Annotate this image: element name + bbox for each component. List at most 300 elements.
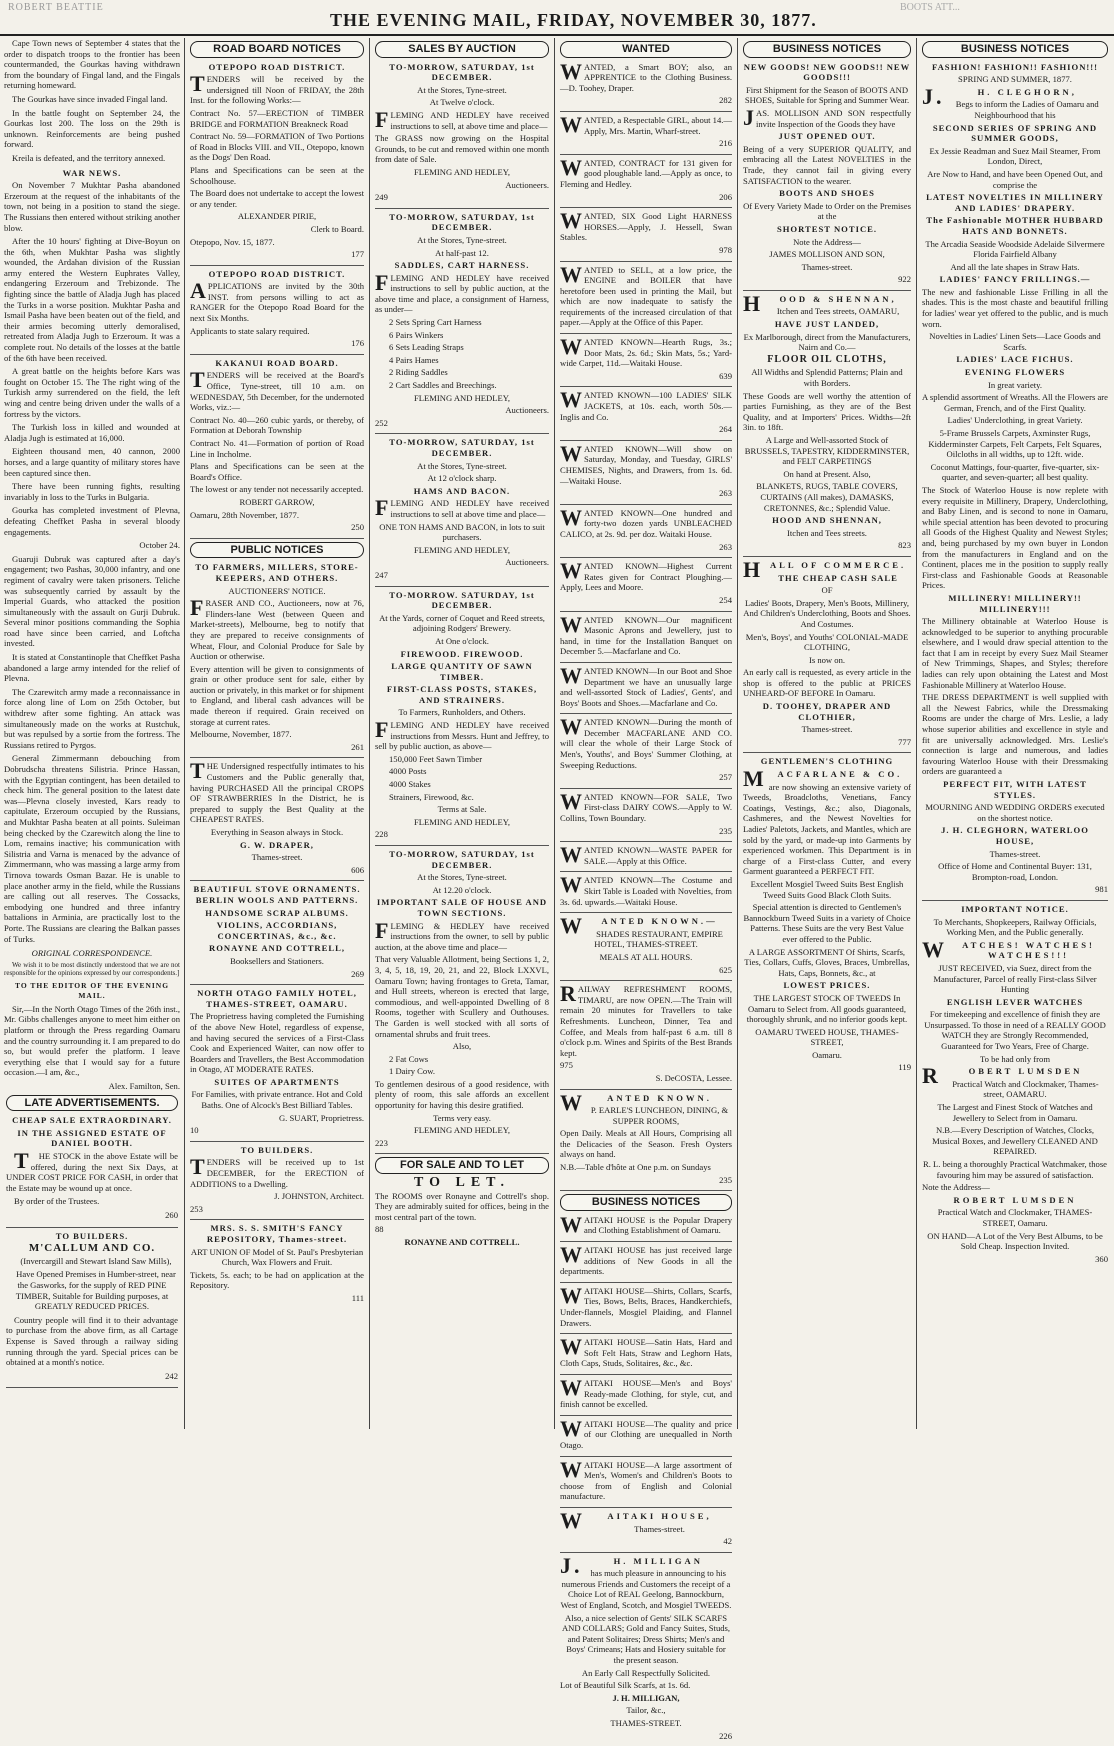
ad-number: 250 — [351, 522, 364, 533]
ad-street: Thames-street. — [251, 852, 303, 863]
ad-waitaki-house — [560, 1374, 732, 1416]
ad-body: For Families, with private entrance. Hot and Cold Baths. One of Alcock's Best Billiard Tables. — [191, 1089, 363, 1111]
notice-body: TENDERS will be received by the undersigned till Noon of FRIDAY, the 28th Inst. for the following Works:— — [190, 71, 364, 106]
ad-advertiser: RONAYNE AND COTTRELL. — [404, 1237, 520, 1247]
ad-advertiser: MACFARLANE & CO. — [743, 766, 903, 792]
ad-number: 981 — [1095, 884, 1108, 895]
ad-street: Thames-street. — [801, 261, 853, 272]
column-rule — [554, 38, 555, 1429]
ad-number: 922 — [898, 274, 911, 285]
ad-body: SHADES RESTAURANT, EMPIRE HOTEL, THAMES-STREET. — [594, 928, 723, 950]
ad-number: 226 — [719, 1730, 732, 1741]
ad-title: MRS. S. S. SMITH'S FANCY REPOSITORY, Thames-street. — [206, 1223, 348, 1244]
news-paragraph: After the 10 hours' fighting at Dive-Boyun on the 6th, when Mukhtar Pasha was slightly wounded, the Ardahan division of the Russian army entered the Western Euphrates Valley, endangering Erzeroum and Trebizonde. The fighting since the battle of Aladja Jugh has placed the Turks in a worse position. Mukhtar Pasha and Ismail Pasha have been beaten out of the field, and their armies becoming utterly demoralised, retreated from Aladja Jugh to Erzeroum. It was a complete rout. No details of the losses at the battle of the 6th have been received. — [4, 236, 180, 363]
auction-body: FLEMING AND HEDLEY have received instructions to sell at above time and place— — [375, 495, 549, 521]
news-paragraph: A great battle on the heights before Kars was fought on October 15. The The right wing of the Turkish army surrendered on the field, the left wing and centre being driven under the walls of a fortress by the victors. — [4, 366, 180, 419]
wanted-text: WANTED, CONTRACT for 131 given for good ploughable land.—Apply as once, to Fleming and Hedley. — [560, 154, 732, 189]
auction-lot: 4000 Posts — [389, 766, 427, 777]
ad-street: Thames-street. — [634, 1523, 685, 1534]
ad-body: JAS. MOLLISON AND SON respectfully invite Inspection of the Goods they have — [743, 104, 911, 130]
ad-smith — [190, 1223, 364, 1308]
notice-kakanui — [190, 358, 364, 539]
ad-body: WAITAKI HOUSE has just received large additions of New Goods in all the departments. — [560, 1242, 732, 1277]
wanted-item — [560, 334, 732, 387]
news-paragraph: Guaruji Dubruk was captured after a day's engagement; two Pashas, 30,000 infantry, and one regiment of cavalry were taken prisoners. Teliche was subsequently carried by assault by the Imperial Guards, who attacked the position simultaneously with the assault on Gurji Dubruk. Several minor positions commanding the Sophia road have since been carried, and Loftcha invested. — [4, 553, 180, 649]
ad-body: The new and fashionable Lisse Frilling in all the shades. This is the most chaste and beautiful frilling for ladies' wear yet offered to the public, and is much worn. — [922, 286, 1108, 329]
wanted-text: WANTED KNOWN—Highest Current Rates given for Contract Ploughing.—Apply, Lees and Moore. — [560, 558, 732, 593]
wanted-text: WANTED KNOWN—Hearth Rugs, 3s.; Door Mats, 2s. 6d.; Skin Mats, 5s.; Yard-wide Carpet, 11d.—Waitaki House. — [560, 334, 732, 369]
wanted-item — [560, 611, 732, 663]
wanted-item — [560, 154, 732, 208]
ad-advertiser: ROBERT LUMSDEN — [922, 1063, 1083, 1089]
ad-trade: Tailor, &c., — [626, 1705, 666, 1716]
ad-signature: G. SUART, Proprietress. — [278, 1112, 364, 1123]
notice-contract: Contract No. 59—FORMATION of Two Portions of Road in Blocks VIII. and VII., Otepopo, known as the Dogs' Den Road. — [190, 131, 364, 163]
ad-body: Begs to inform the Ladies of Oamaru and Neighbourhood that his — [955, 99, 1099, 120]
ad-body: Ladies' Underclothing, in great Variety. — [947, 415, 1083, 426]
auction-lot: 1 Dairy Cow. — [389, 1066, 435, 1077]
ad-number: 261 — [351, 741, 364, 752]
auction-time: At half-past 12. — [435, 247, 489, 258]
ad-body: MEALS AT ALL HOURS. — [599, 951, 693, 962]
column-business-notices — [741, 38, 913, 1433]
news-paragraph: On November 7 Mukhtar Pasha abandoned Erzeroum at the request of the inhabitants of the town, not being in a position to stand the siege. The Russians then entered without striking another blow. — [4, 180, 180, 233]
auction-date: TO-MORROW, SATURDAY, 1st DECEMBER. — [389, 211, 535, 233]
ad-title: LOWEST PRICES. — [783, 980, 871, 991]
ad-body: SPRING AND SUMMER, 1877. — [958, 74, 1072, 85]
wanted-text: WANTED KNOWN—During the month of December MACFARLANE AND CO. will clear the whole of their Large Stock of Men's, Youths', and Boys' Summer Clothing, at Sweeping Reductions. — [560, 714, 732, 770]
notice-title: OTEPOPO ROAD DISTRICT. — [208, 268, 346, 279]
wanted-item — [560, 440, 732, 505]
ad-body: Office of Home and Continental Buyer: 131, Brompton-road, London. — [938, 861, 1092, 882]
ad-title: TO BUILDERS. — [55, 1230, 129, 1241]
ad-title: TO FARMERS, MILLERS, STORE-KEEPERS, AND OTHERS. — [195, 562, 359, 583]
ad-body: ART UNION OF Model of St. Paul's Presbyterian Church, Wax Flowers and Fruit. — [190, 1246, 364, 1268]
auction-date: TO-MORROW. SATURDAY, 1st DECEMBER. — [389, 589, 535, 611]
ad-body: has much pleasure in announcing to his numerous Friends and Customers the receipt of a Choice Lot of REAL Geelong, Bannockburn, West of England, Scotch, and Mosgiel TWEEDS. — [560, 1568, 732, 1611]
section-heading-war-news: WAR NEWS. — [62, 167, 122, 178]
notice-body: The Board does not undertake to accept the lowest or any tender. — [190, 188, 364, 209]
ad-number: 252 — [375, 417, 388, 428]
ad-body: RAILWAY REFRESHMENT ROOMS, TIMARU, are now OPEN.—The Train will remain 20 minutes for Travellers to take Refreshments. Luncheon, Dinner, Tea and Coffee, and Meals from half-past 6 a.m. till 8 o'clock p.m. Wines and Spirits of the Best Brands kept. — [560, 981, 732, 1058]
auction-lot: 6 Pairs Winkers — [389, 329, 444, 340]
auction-lot: 2 Riding Saddles — [389, 367, 448, 378]
auction-title: FIREWOOD. FIREWOOD. — [400, 648, 524, 659]
ad-number: 260 — [165, 1209, 178, 1220]
notice-date: Oamaru, 28th November, 1877. — [190, 509, 299, 520]
auction-body: FLEMING & HEDLEY have received instructions from the owner, to sell by public auction, at the above time and place— — [375, 917, 549, 952]
ad-number: 975 — [560, 1060, 573, 1071]
notice-body: TENDERS will be received at the Board's Office, Tyne-street, till 10 a.m. on WEDNESDAY, 5th December, for the undernoted Works, viz.:— — [190, 367, 364, 413]
ad-subtitle: Booksellers and Stationers. — [230, 955, 324, 966]
ad-body: Lot of Beautiful Silk Scarfs, at 1s. 6d. — [560, 1680, 691, 1691]
auctioneer-role: Auctioneers. — [505, 405, 549, 416]
ad-body: WAITAKI HOUSE—The quality and price of our Clothing are unequalled in North Otago. — [560, 1415, 732, 1450]
ad-body: The Largest and Finest Stock of Watches and Jewellery to Select from in Oamaru. — [937, 1102, 1093, 1123]
ad-title: WAITAKI HOUSE, — [560, 1507, 712, 1533]
notice-body: Plans and Specifications can be seen at the Schoolhouse. — [190, 164, 364, 186]
ad-body: Tickets, 5s. each; to be had on application at the Repository. — [190, 1269, 364, 1291]
ad-title: BOOTS AND SHOES — [779, 188, 875, 199]
ad-body: N.B.—Table d'hôte at One p.m. on Sundays — [560, 1162, 711, 1173]
ad-number: 263 — [719, 541, 732, 552]
section-header-for-sale-to-let: FOR SALE AND TO LET — [375, 1157, 549, 1174]
ad-body: Open Daily. Meals at All Hours, Comprising all the Delicacies of the Season. Fresh Oysters always on hand. — [560, 1128, 732, 1160]
ad-signature: S. DeCOSTA, Lessee. — [655, 1072, 732, 1083]
ad-body: WAITAKI HOUSE—Shirts, Collars, Scarfs, Ties, Bows, Belts, Braces, Handkerchiefs, Under-flannels, Mosgiel Plaiding, and Flannel Drawers. — [560, 1282, 732, 1328]
wanted-item — [560, 662, 732, 714]
ad-body: Of Every Variety Made to Order on the Premises at the — [743, 200, 911, 222]
ad-advertiser: ROBERT LUMSDEN — [953, 1194, 1077, 1205]
auction-title: IMPORTANT SALE OF HOUSE AND TOWN SECTIONS. — [376, 897, 548, 918]
section-header-auctions: SALES BY AUCTION — [375, 41, 549, 58]
ad-body: The Stock of Waterloo House is now replete with every requisite in Millinery, Drapery, Underclothing, and Baby Linen, and is second to none in Oamaru, while special attention has been devoted to procuring all Goods of the Highest Quality and Newest Styles; and, being purchased by my own buyer in London from the manufacturers in England and on the Continent, places me in the position to supply really First-class and Fashionable Goods at Reasonable Prices. — [922, 484, 1108, 591]
ad-to-let — [375, 1175, 549, 1253]
ad-mccallum — [6, 1231, 178, 1389]
ad-earle — [560, 1089, 732, 1192]
ad-number: 264 — [719, 424, 732, 435]
auction-audience: To Farmers, Runholders, and Others. — [398, 707, 526, 718]
wanted-item — [560, 111, 732, 155]
column-auctions — [373, 38, 551, 1433]
ad-body: Ex Jessie Readman and Suez Mail Steamer, From London, Direct, — [929, 145, 1101, 167]
ad-body: A Large and Well-assorted Stock of BRUSSELS, TAPESTRY, KIDDERMINSTER, and FELT CARPETINGS — [744, 435, 910, 467]
auction-time: At One o'clock. — [435, 635, 489, 646]
ad-title: HOOD & SHENNAN, — [743, 290, 897, 316]
auction-location: At the Stores, Tyne-street. — [417, 234, 507, 245]
ad-waitaki-house — [560, 1415, 732, 1457]
ad-body: TENDERS will be received up to 1st DECEMBER, for the ERECTION of ADDITIONS to a Dwelling. — [190, 1154, 364, 1189]
wanted-text: WANTED KNOWN—Our magnificent Masonic Aprons and Jewellery, just to hand, in time for the Installation Banquet on December 5.—Macfarlane and Co. — [560, 611, 732, 657]
ad-advertiser: M'CALLUM AND CO. — [28, 1242, 156, 1255]
ad-title: EVENING FLOWERS — [964, 367, 1066, 378]
ad-body: A LARGE ASSORTMENT Of Shirts, Scarfs, Ties, Collars, Cuffs, Gloves, Braces, Umbrellas, Hats, Caps, Bonnets, &c., at — [744, 946, 910, 978]
auction-title: FIRST-CLASS POSTS, STAKES, AND STRAINERS. — [386, 684, 538, 705]
auctioneer-name: FLEMING AND HEDLEY, — [413, 544, 511, 555]
column-rule — [184, 38, 185, 1429]
ad-title: J.H. MILLIGAN — [560, 1552, 703, 1578]
auction-note: To gentlemen desirous of a good residence, with plenty of room, this sale affords an excellent opportunity for having this desire gratified. — [375, 1078, 549, 1111]
ad-title: The Fashionable MOTHER HUBBARD HATS AND BONNETS. — [926, 215, 1104, 236]
column-rule — [916, 38, 917, 1429]
auctioneer-name: FLEMING AND HEDLEY, — [413, 392, 511, 403]
notice-contract: Contract No. 40—260 cubic yards, or thereby, of Formation at Deborah Township — [190, 414, 364, 436]
ad-hotel — [190, 988, 364, 1142]
notice-body: The lowest or any tender not necessarily accepted. — [190, 484, 364, 495]
ad-title: MILLINERY! MILLINERY!! MILLINERY!!! — [948, 592, 1082, 614]
ad-number: 777 — [898, 736, 911, 747]
section-header-late-ads: LATE ADVERTISEMENTS. — [6, 1095, 178, 1112]
ad-street: THAMES-STREET. — [610, 1718, 682, 1728]
wanted-text: WANTED KNOWN—FOR SALE, Two First-class DAIRY COWS.—Apply to W. Collins, Town Boundary. — [560, 788, 732, 824]
notice-role: Clerk to Board. — [310, 223, 364, 234]
ad-body: OF — [821, 585, 833, 596]
auction-time: At Twelve o'clock. — [429, 97, 495, 108]
ad-body: JUST RECEIVED, via Suez, direct from the Manufacturer, Parcel of really First-class Silver Hunting — [933, 962, 1097, 995]
ad-waitaki-house — [560, 1334, 732, 1375]
ad-number: 269 — [351, 968, 364, 979]
ad-hall-of-commerce — [743, 556, 911, 754]
ad-number: 253 — [190, 1203, 203, 1214]
ad-body: WAITAKI HOUSE—Satin Hats, Hard and Soft Felt Hats, Straw and Leghorn Hats, Cloth Caps, Studs, Solitaires, &c., &c. — [560, 1334, 732, 1369]
masthead — [0, 0, 1114, 36]
news-paragraph: General Zimmermann debouching from Dobrudscha threatens Silistria. Prince Hassan, with the Egyptian contingent, has been detailed to check him. The general position to the latest date was—Plevna closely invested, Kars ready to capitulate, Erzeroum occupied by the Russians, and Mukhtar Pasha beaten at all points. Suleiman being checked by the Czarewitch along the line to Lom, remains inactive; his communication with Silistria and Varna is menaced by the advance of Zimmermann, who was massing a large army from Tirnova towards Osman Bazar. He is unable to place another army in the field, while the Russians are calling out all reserves. The Cossacks, embodying one hundred and three infantry battalions in Arminia, are practically lost to the Porte. The Russians are clearing the Balkan passes of Turks. — [4, 753, 180, 944]
ad-body: To be had only from — [979, 1053, 1051, 1064]
ad-title: WATCHES! WATCHES! WATCHES!!! — [922, 936, 1095, 962]
ad-body: To Merchants, Shopkeepers, Railway Officials, Working Men, and the Public generally. — [933, 916, 1097, 938]
ad-body: The Proprietress having completed the Furnishing of the above New Hotel, regardless of expense, and having secured the services of a First-Class Cook and Experienced Waiter, can now offer to Boarders and Travellers, the Best Accommodation in Otago, AT MODERATE RATES. — [190, 1011, 364, 1075]
auction-time: At 12 o'clock sharp. — [427, 473, 497, 484]
auction-date: TO-MORROW, SATURDAY, 1st DECEMBER. — [389, 849, 535, 870]
auction-body: FLEMING AND HEDLEY have received instructions to sell by public auction, at the above time and place, a consignment of Harness, as under— — [375, 269, 549, 315]
ad-number: 257 — [719, 772, 732, 783]
ad-advertiser: OAMARU TWEED HOUSE, THAMES-STREET, — [755, 1026, 899, 1048]
auction-hams — [375, 437, 549, 586]
ad-advertiser: J.H. CLEGHORN, — [922, 83, 1077, 109]
ad-title: VIOLINS, ACCORDIANS, CONCERTINAS, &c., &c. — [216, 920, 338, 941]
ad-number: 235 — [719, 1174, 732, 1185]
ad-body: Note the Address— — [793, 236, 861, 247]
section-header-wanted: WANTED — [560, 41, 732, 58]
notice-body: APPLICATIONS are invited by the 30th INST. from persons willing to act as RANGER for the Otepopo Road Board for the next Six Months. — [190, 278, 364, 324]
ad-street: Itchen and Tees streets. — [787, 527, 867, 538]
auction-lot: Strainers, Firewood, &c. — [389, 791, 474, 802]
ad-body: Country people will find it to their advantage to purchase from the above firm, as all Cartage Expense is Saved through a railway siding running through the yard. Special prices can be obtained at a month's notice. — [6, 1314, 178, 1368]
wanted-text: WANTED, a Respectable GIRL, about 14.—Apply, Mrs. Martin, Wharf-street. — [560, 111, 732, 137]
auctioneer-role: Auctioneers. — [505, 557, 549, 568]
auction-location: At the Stores, Tyne-street. — [417, 872, 507, 883]
ad-number: 254 — [719, 594, 732, 605]
ad-number: 823 — [898, 540, 911, 551]
ad-street: Thames-street. — [989, 848, 1041, 859]
auction-lot: 4000 Stakes — [389, 779, 431, 790]
section-header-business-notices: BUSINESS NOTICES — [743, 41, 911, 58]
ad-number: 263 — [719, 488, 732, 499]
column-rule — [369, 38, 370, 1429]
auction-title: HAMS AND BACON. — [413, 485, 511, 496]
ad-subtitle: IN THE ASSIGNED ESTATE OF DANIEL BOOTH. — [17, 1127, 167, 1149]
ad-body: are now showing an extensive variety of Tweeds, Broadcloths, Venetians, Fancy Coatings, Vestings, &c.; also, Diagonals, Cashmeres, and the Newest Novelties for Ladies' Paletots, Jackets, and Mantles, which are sold by the yard, or made-up into Garments by experienced workmen. This Department is in charge of a First-class Cutter, and every Garment guaranteed a PERFECT FIT. — [743, 781, 911, 877]
ad-cleghorn — [922, 62, 1108, 901]
ad-body: P. EARLE'S LUNCHEON, DINING, & SUPPER ROOMS, — [590, 1105, 729, 1126]
ad-body: An early call is requested, as every article in the shop is offered to the public at PRICES UNHEARD-OF BEFORE In Oamaru. — [743, 667, 911, 699]
ad-fraser — [190, 562, 364, 758]
ad-body: WAITAKI HOUSE—Men's and Boys' Ready-made Clothing, for style, cut, and finish cannot be excelled. — [560, 1374, 732, 1410]
wanted-text: WANTED KNOWN—WASTE PAPER for SALE.—Apply at this Office. — [560, 842, 732, 868]
wanted-item — [560, 714, 732, 789]
auction-lot: 2 Fat Cows — [389, 1053, 429, 1064]
ad-title: SHORTEST NOTICE. — [776, 223, 878, 234]
notice-date: Otepopo, Nov. 15, 1877. — [190, 236, 275, 247]
ad-body: Novelties in Ladies' Linen Sets—Lace Goods and Scarfs. — [929, 331, 1101, 352]
auction-location: At the Stores, Tyne-street. — [417, 84, 507, 95]
ad-body: MOURNING AND WEDDING ORDERS executed on the shortest notice. — [925, 802, 1105, 823]
letter-address: TO THE EDITOR OF THE EVENING MAIL. — [14, 980, 170, 1001]
ad-number: 247 — [375, 569, 388, 580]
news-paragraph: There have been running fights, resulting invariably in loss to the Turks in Bulgaria. — [4, 481, 180, 502]
ad-title: HAVE JUST LANDED, — [774, 319, 880, 330]
ad-number: 978 — [719, 244, 732, 255]
ad-waitaki-house — [560, 1282, 732, 1334]
wanted-text: WANTED KNOWN—100 LADIES' SILK JACKETS, at 10s. each, worth 50s.—Inglis and Co. — [560, 387, 732, 422]
news-paragraph: Cape Town news of September 4 states that the order to dispatch troops to the frontier has been countermanded, the Gourkas having withdrawn from the boundary of Fingal land, and the Fingals returning homeward. — [4, 38, 180, 91]
ad-title: LATEST NOVELTIES IN MILLINERY AND LADIES' DRAPERY. — [926, 192, 1104, 213]
ad-body: Itchen and Tees streets, OAMARU, — [776, 306, 900, 317]
auction-time: At 12.20 o'clock. — [432, 884, 492, 895]
ad-title: FLOOR OIL CLOTHS, — [767, 353, 887, 365]
ad-title: SECOND SERIES OF SPRING AND SUMMER GOODS, — [932, 122, 1098, 144]
auction-harness — [375, 212, 549, 435]
ad-advertiser: RONAYNE AND COTTRELL, — [208, 943, 345, 954]
ad-signature: J. JOHNSTON, Architect. — [274, 1191, 364, 1202]
wanted-text: WANTED, SIX Good Light HARNESS HORSES.—Apply, J. Hessell, Swan Stables. — [560, 208, 732, 243]
wanted-item — [560, 872, 732, 913]
ad-number: 282 — [719, 95, 732, 106]
wanted-item — [560, 558, 732, 611]
ad-title: NORTH OTAGO FAMILY HOTEL, THAMES-STREET, OAMARU. — [197, 988, 357, 1009]
ad-signature: By order of the Trustees. — [14, 1196, 100, 1207]
ad-body: Ladies' Boots, Drapery, Men's Boots, Millinery, And Children's Underclothing, Boots and Shoes. And Costumes. — [743, 597, 911, 629]
wanted-item — [560, 842, 732, 872]
ad-body: WAITAKI HOUSE is the Popular Drapery and Clothing Establishment of Oamaru. — [560, 1211, 732, 1237]
column-road-public-notices — [188, 38, 366, 1433]
ad-waitaki-house — [560, 1242, 732, 1283]
ad-advertiser: D. TOOHEY, DRAPER AND CLOTHIER, — [762, 701, 892, 722]
ad-body: Are Now to Hand, and have been Opened Out, and comprise the — [927, 168, 1103, 190]
section-header-road-board: ROAD BOARD NOTICES — [190, 41, 364, 58]
news-paragraph: Kreila is defeated, and the territory annexed. — [12, 152, 166, 163]
ad-body: The Millinery obtainable at Waterloo House is acknowledged to be superior to anything procurable elsewhere, and I would draw special attention to the fact that I am in receipt by every Suez Mail Steamer of New Trimmings, Shapes, and Styles; therefore ladies can rely upon obtaining the Latest and Most Fashionable Millinery at Waterloo House. — [922, 616, 1108, 690]
auction-terms: Terms at Sale. — [437, 804, 487, 815]
auction-lot: 4 Pairs Hames — [389, 354, 439, 365]
ad-number: 606 — [351, 864, 364, 875]
wanted-text: WANTED KNOWN—The Costume and Skirt Table is Loaded with Novelties, from 3s. 6d. upwards.—Waitaki House. — [560, 872, 732, 907]
ad-subtitle: (Invercargill and Stewart Island Saw Mills), — [20, 1255, 172, 1266]
ad-body: Note the Address— — [922, 1182, 990, 1193]
ad-body: Also, a nice selection of Gents' SILK SCARFS AND COLLARS; Gold and Fancy Suites, Studs, and Patent Solitaires; Dress Shirts; Men's and Boys' Crimeans; Hats and Hosiery suitable for the present season. — [561, 1612, 731, 1666]
wanted-text: WANTED, a Smart BOY; also, an APPRENTICE to the Clothing Business.—D. Toohey, Draper. — [560, 58, 732, 93]
ad-number: 249 — [375, 192, 388, 203]
ad-title: CHEAP SALE EXTRAORDINARY. — [12, 1115, 172, 1126]
ad-body: In great variety. — [987, 379, 1043, 390]
notice-body: Applicants to state salary required. — [190, 325, 310, 336]
ad-title: HANDSOME SCRAP ALBUMS. — [205, 907, 349, 918]
notice-otepopo-ranger — [190, 269, 364, 355]
news-paragraph: Eighteen thousand men, 40 cannon, 2000 horses, and a large quantity of military stores have been captured since then. — [4, 446, 180, 478]
ad-title: LADIES' LACE FICHUS. — [956, 354, 1074, 365]
auction-lot: 6 Sets Leading Straps — [389, 342, 464, 353]
ad-title: IMPORTANT NOTICE. — [961, 903, 1069, 914]
ad-body: Practical Watch and Clockmaker, Thames-street, OAMARU. — [952, 1078, 1099, 1100]
ad-body: The Arcadia Seaside Woodside Adelaide Silvermere Florida Fairfield Albany — [925, 238, 1105, 260]
news-paragraph: It is stated at Constantinople that Cheffket Pasha abandoned a large army intended for the relief of Plevna. — [4, 652, 180, 684]
ad-subtitle: AUCTIONEERS' NOTICE. — [228, 585, 326, 596]
ad-number: 242 — [165, 1370, 178, 1381]
ad-number: 625 — [719, 964, 732, 975]
news-paragraph: Gourka has completed investment of Plevna, defeating Cheffket Pasha in several bloody engagements. — [4, 505, 180, 537]
wanted-text: WANTED to SELL, at a low price, the ENGINE and BOILER that have heretofore been used in printing the Mail, but which are now inadequate to satisfy the requirements of the increased circulation of that paper.—Apply at the Office of this Paper. — [560, 261, 732, 328]
ad-title: NEW GOODS! NEW GOODS!! NEW GOODS!!! — [743, 61, 911, 83]
ad-body: An Early Call Respectfully Solicited. — [581, 1667, 711, 1678]
column-wanted — [558, 38, 734, 1741]
ad-body: Ex Marlborough, direct from the Manufacturers, Nairn and Co.— — [743, 331, 911, 353]
auction-date: TO-MORROW, SATURDAY, 1st DECEMBER. — [389, 437, 535, 458]
ad-title: WANTED KNOWN.— — [560, 913, 718, 939]
ad-body: And all the late shapes in Straw Hats. — [950, 261, 1080, 272]
ad-body: Practical Watch and Clockmaker, THAMES-STREET, Oamaru. — [937, 1207, 1093, 1228]
editorial-disclaimer: We wish it to be most distinctly understood that we are not responsible for the opinions expressed by our correspondents.] — [4, 960, 180, 977]
ad-number: 111 — [351, 1292, 364, 1303]
ad-cheap-sale — [6, 1115, 178, 1227]
ad-title: JUST OPENED OUT. — [778, 131, 876, 142]
ad-title: LADIES' FANCY FRILLINGS.— — [939, 274, 1091, 285]
ad-title: FASHION! FASHION!! FASHION!!! — [931, 61, 1099, 72]
ad-title: HALL OF COMMERCE. — [743, 556, 907, 582]
ad-waitaki-house — [560, 1456, 732, 1508]
auction-body: FLEMING AND HEDLEY have received instructions to sell, at above time and place— — [375, 106, 549, 132]
section-heading-correspondence: ORIGINAL CORRESPONDENCE. — [31, 948, 153, 959]
ad-body: R. L. being a thoroughly Practical Watchmaker, those favouring him may be assured of satisfaction. — [923, 1159, 1107, 1180]
ad-number: 42 — [723, 1536, 732, 1547]
ad-number: 639 — [719, 370, 732, 381]
column-rule — [737, 38, 738, 1429]
ad-town: Oamaru. — [812, 1049, 842, 1060]
column-business-notices-2 — [920, 38, 1110, 1433]
page-title: THE EVENING MAIL, FRIDAY, NOVEMBER 30, 1877. — [330, 10, 817, 30]
auctioneer-name: FLEMING AND HEDLEY, — [413, 1125, 511, 1136]
ad-body: First Shipment for the Season of BOOTS AND SHOES, Suitable for Spring and Summer Wear. — [744, 84, 910, 106]
wanted-item — [560, 208, 732, 261]
notice-otepopo-tenders — [190, 62, 364, 266]
ad-advertiser: J. H. CLEGHORN, WATERLOO HOUSE, — [941, 825, 1089, 846]
ad-body: FRASER AND CO., Auctioneers, now at 76, Flinders-lane West (between Queen and Market-streets), Melbourne, beg to notify that they are prepared to receive consignments of Wheat, Flour, and Colonial Produce for Sale by Auction or otherwise. — [190, 595, 364, 662]
notice-title: KAKANUI ROAD BOARD. — [215, 357, 339, 368]
ad-body: On hand at Present. Also, — [783, 468, 871, 479]
auction-lot: ONE TON HAMS AND BACON, in lots to suit purchasers. — [379, 521, 545, 543]
news-paragraph: The Czarewitch army made a reconnaissance in force along line of Lom on 25th October, but withdrew after some fighting. An attack was simultaneously made on the works at Rustchuk, but was repulsed by a sortie from the fortress. The Russians retired to Pyrgos. — [4, 686, 180, 750]
auction-title: LARGE QUANTITY OF SAWN TIMBER. — [391, 661, 533, 682]
bleed-through-text: BOOTS ATT... — [900, 2, 960, 13]
ad-title: BEAUTIFUL STOVE ORNAMENTS. BERLIN WOOLS AND PATTERNS. — [193, 884, 361, 905]
section-header-business-notices: BUSINESS NOTICES — [560, 1194, 732, 1211]
wanted-text: WANTED KNOWN—Will show on Saturday, Monday, and Tuesday, GIRLS' CHEMISES, Nights, and Drawers, from 1s. 6d.—Waitaki House. — [560, 440, 732, 486]
ad-body: THE LARGEST STOCK OF TWEEDS In Oamaru to Select from. All goods guaranteed, thoroughly shrunk, and no inferior goods kept. — [746, 992, 908, 1025]
ad-body: Every attention will be given to consignments of grain or other produce sent for sale, either by auction or privately, in this market or for shipment to England, and liberal cash advances will be made thereon if required. Grain received on storage at current rates. — [190, 663, 364, 727]
auction-location: At the Yards, corner of Coquet and Reed streets, adjoining Rodgers' Brewery. — [379, 612, 545, 634]
wanted-item — [560, 504, 732, 558]
ad-number: 206 — [719, 191, 732, 202]
ad-body: THE DRESS DEPARTMENT is well supplied with all the Newest Fabrics, while the Dressmaking Rooms are under the charge of Mrs. Leslie, a lady whose superior abilities and excellence in style and fit are universally acknowledged. Mrs. Leslie's connection is large and numerous, and ladies favouring Waterloo House with their Dressmaking orders are guaranteed a — [922, 692, 1108, 777]
ad-body: BLANKETS, RUGS, TABLE COVERS, CURTAINS (All makes), DAMASKS, CRETONNES, &c.; Splendid Value. — [756, 481, 898, 513]
ad-body: Men's, Boys', and Youths' COLONIAL-MADE CLOTHING, — [745, 631, 909, 653]
ad-body: 5-Frame Brussels Carpets, Axminster Rugs, Kidderminster Carpets, Felt Carpets, Felt Squares, Oilcloths in all widths, up to 12ft. wide. — [928, 428, 1102, 460]
ad-title: SUITES OF APARTMENTS — [214, 1076, 340, 1087]
notice-signature: ALEXANDER PIRIE, — [237, 211, 317, 222]
bleed-through-text: ROBERT BEATTIE — [8, 2, 104, 13]
ad-title: PERFECT FIT, WITH LATEST STYLES. — [943, 779, 1087, 800]
ad-body: Everything in Season always in Stock. — [210, 827, 344, 837]
auction-lot: That very Valuable Allotment, being Sections 1, 2, 3, 4, 5, 18, 19, 20, 21, and 22, Block LXXVL, Oamaru Town; having frontages to Greta, Tamar, and Hull streets, whereon is erected that large, commodious, and well-appointed Dwelling of 8 Rooms, together with Scullery and Outhouses. The Garden is well stocked with all sorts of ornamental shrubs and fruit trees. — [375, 954, 549, 1039]
ad-number: 223 — [375, 1137, 388, 1148]
auction-lot: 2 Sets Spring Cart Harness — [389, 317, 482, 328]
ad-body: Excellent Mosgiel Tweed Suits Best English Tweed Suits Good Black Cloth Suits. — [750, 878, 904, 900]
section-header-public-notices: PUBLIC NOTICES — [190, 542, 364, 559]
ad-body: All Widths and Splendid Patterns; Plain and with Borders. — [751, 367, 903, 389]
ad-advertiser: J. H. MILLIGAN, — [612, 1692, 680, 1703]
auction-firewood — [375, 590, 549, 846]
ad-mollison — [743, 62, 911, 291]
news-paragraph: The Turkish loss in killed and wounded at Aladja Jugh is estimated at 16,000. — [4, 422, 180, 443]
